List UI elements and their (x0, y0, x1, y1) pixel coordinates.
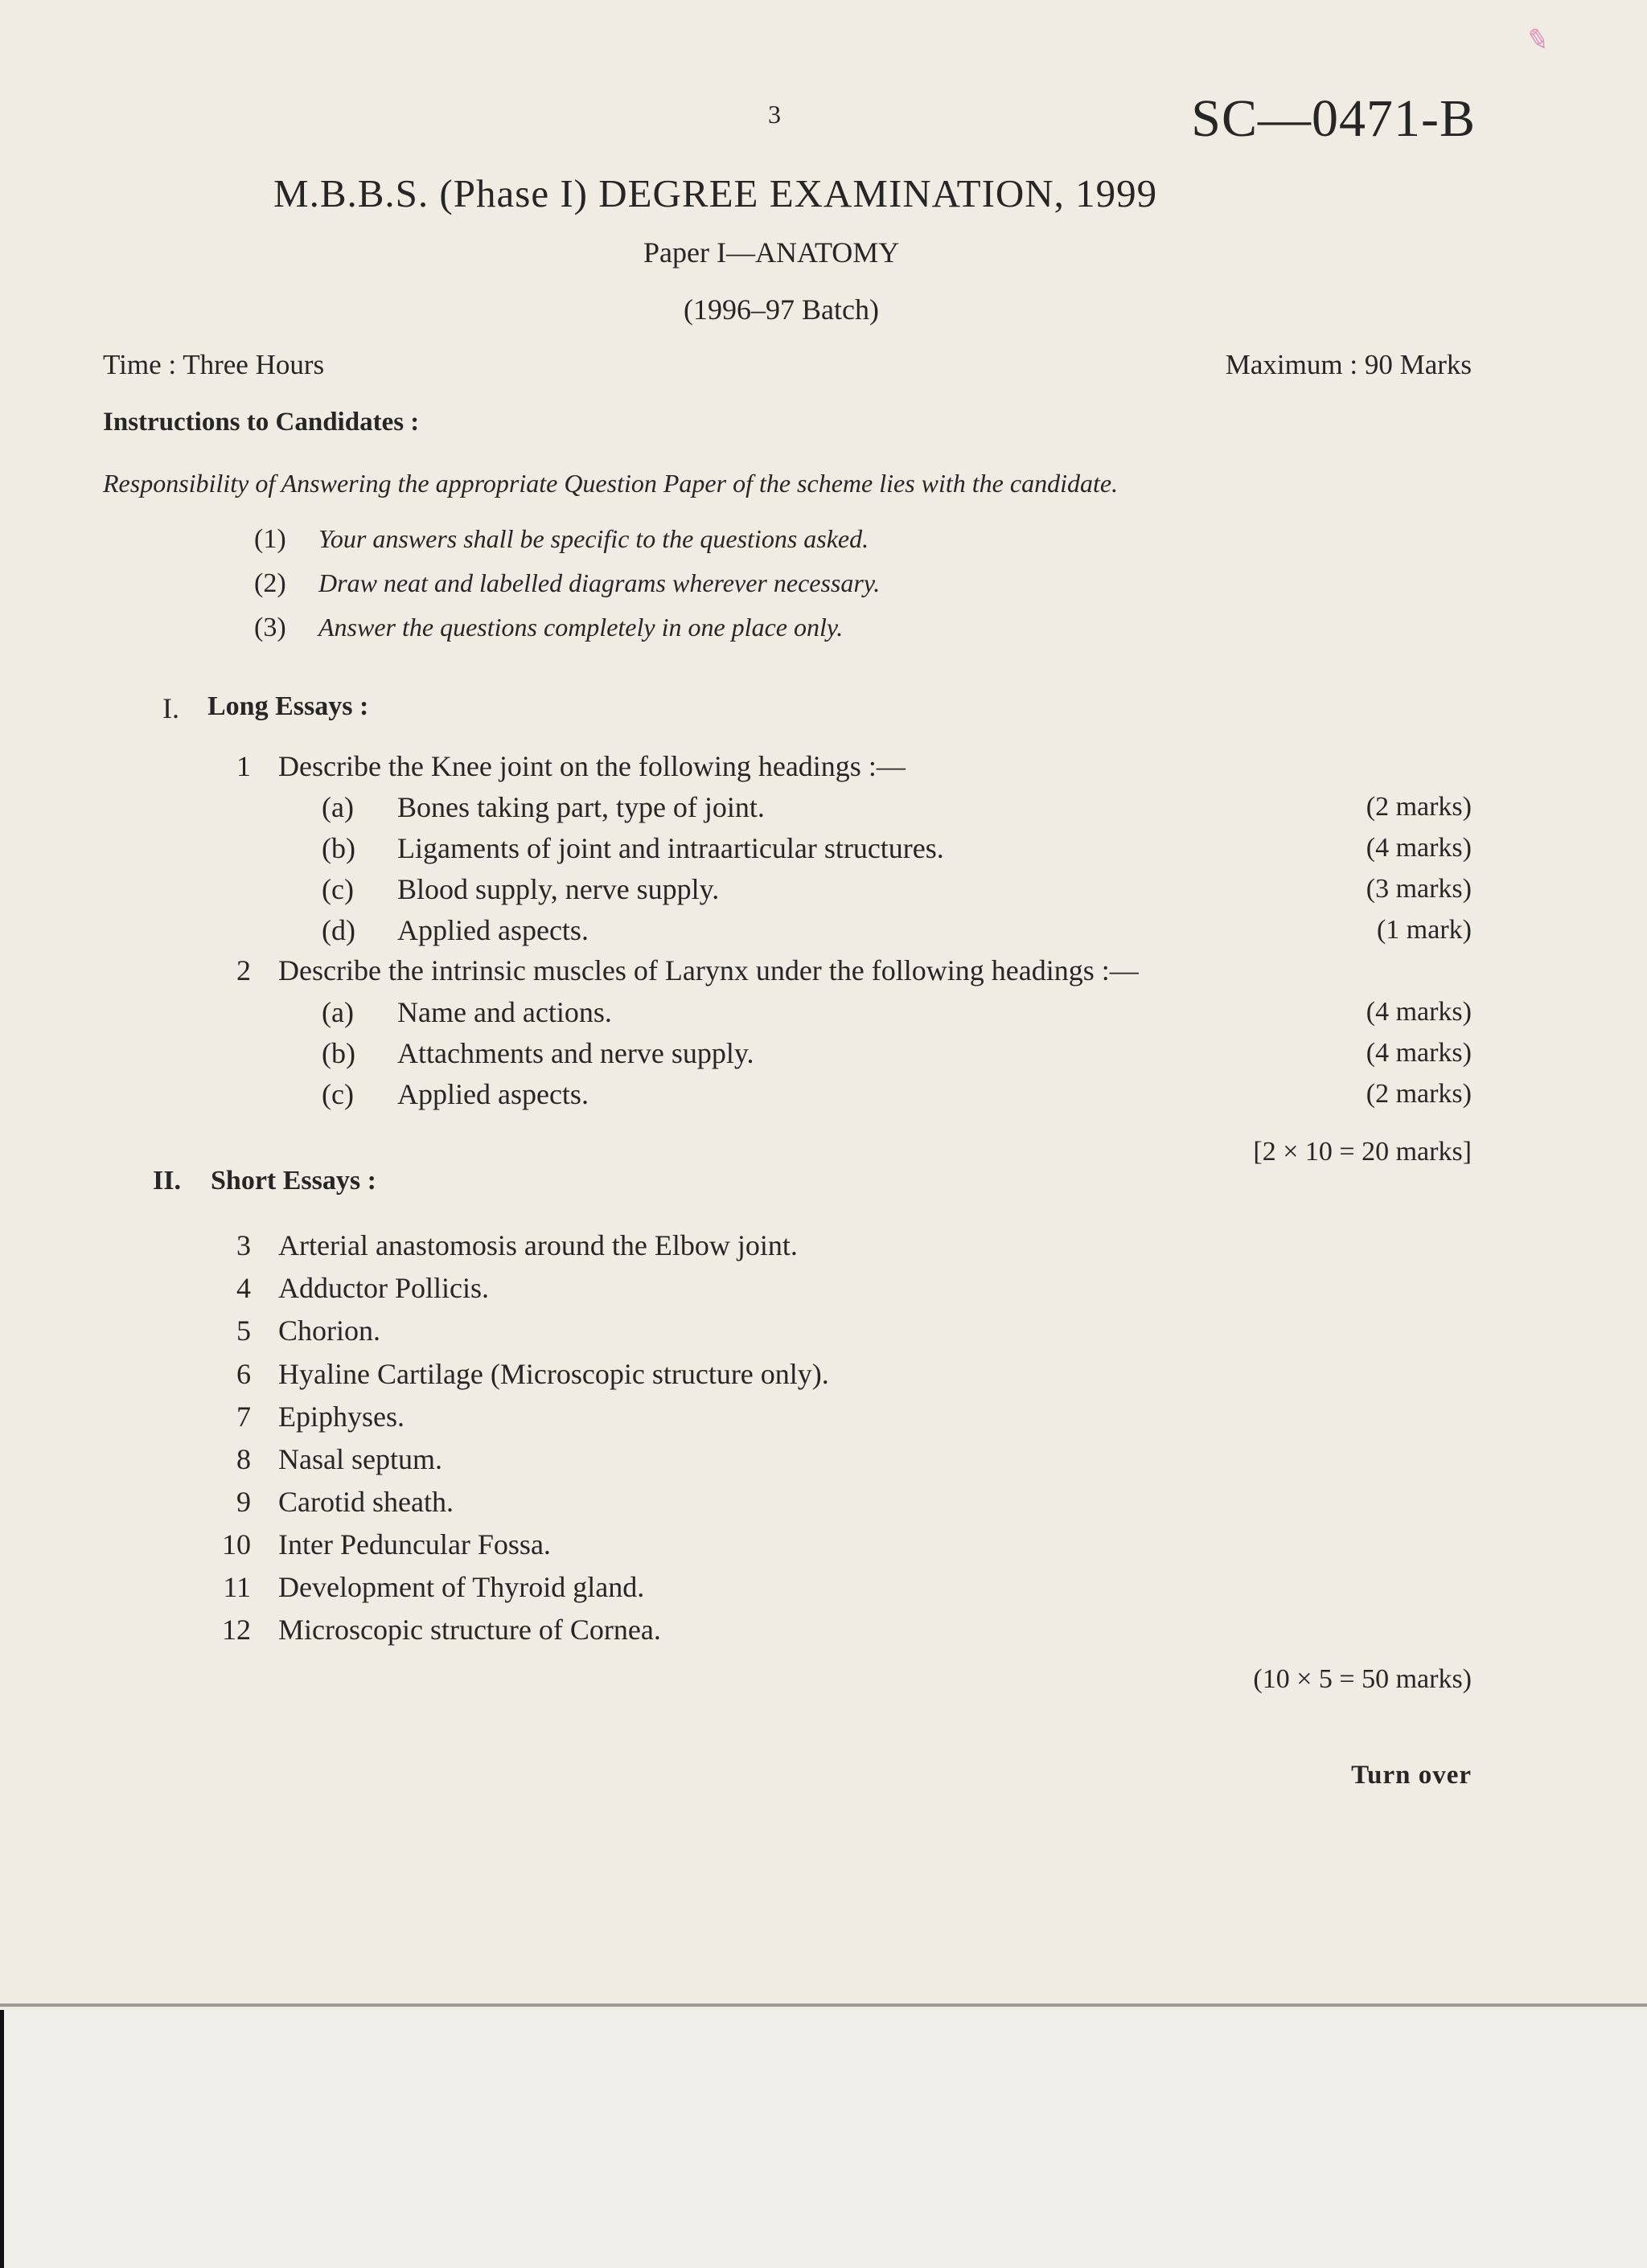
instruction-text: Your answers shall be specific to the questions asked. (318, 524, 869, 553)
part-label: (c) (322, 1078, 354, 1110)
short-essays-heading: Short Essays : (211, 1166, 376, 1196)
long-essays-heading: Long Essays : (207, 691, 369, 721)
question-number: 12 (222, 1614, 251, 1646)
question-number: 6 (236, 1358, 251, 1390)
question-text: Epiphyses. (278, 1401, 405, 1433)
question-number: 5 (236, 1314, 251, 1347)
responsibility-note: Responsibility of Answering the appropriate Question Paper of the scheme lies with the candidate. (103, 469, 1119, 498)
section-roman: I. (162, 692, 179, 724)
part-marks: (1 mark) (1376, 915, 1472, 945)
pink-corner-mark-icon: ✎ (1523, 23, 1552, 58)
question-text: Inter Peduncular Fossa. (278, 1528, 551, 1561)
part-marks: (2 marks) (1366, 792, 1472, 822)
paper-edge-divider (0, 2003, 1647, 2007)
scan-shadow (0, 2010, 4, 2268)
question-number: 3 (236, 1229, 251, 1261)
time-label: Time : Three Hours (103, 349, 325, 380)
part-marks: (4 marks) (1366, 833, 1472, 863)
paper-subject: Paper I—ANATOMY (643, 236, 900, 269)
question-text: Development of Thyroid gland. (278, 1571, 645, 1603)
question-text: Nasal septum. (278, 1443, 442, 1475)
question-number: 1 (236, 750, 251, 782)
question-text: Carotid sheath. (278, 1486, 454, 1518)
maximum-marks: Maximum : 90 Marks (1225, 349, 1472, 380)
question-text: Hyaline Cartilage (Microscopic structure only). (278, 1358, 829, 1390)
part-label: (c) (322, 873, 354, 905)
part-marks: (4 marks) (1366, 997, 1472, 1027)
part-marks: (3 marks) (1366, 874, 1472, 904)
section-roman: II. (153, 1166, 181, 1196)
part-text: Bones taking part, type of joint. (397, 791, 765, 823)
question-text: Arterial anastomosis around the Elbow joint. (278, 1229, 798, 1261)
question-number: 7 (236, 1401, 251, 1433)
part-label: (b) (322, 1037, 355, 1069)
question-text: Describe the intrinsic muscles of Larynx under the following headings :— (278, 954, 1139, 986)
question-text: Describe the Knee joint on the following headings :— (278, 750, 906, 782)
page-number: 3 (768, 100, 781, 129)
paper-code: SC—0471-B (1191, 89, 1476, 148)
question-text: Adductor Pollicis. (278, 1272, 489, 1304)
part-text: Attachments and nerve supply. (397, 1037, 754, 1069)
section-total-marks: (10 × 5 = 50 marks) (1253, 1664, 1472, 1694)
part-label: (d) (322, 914, 355, 946)
batch-label: (1996–97 Batch) (684, 293, 879, 326)
instruction-text: Draw neat and labelled diagrams wherever necessary. (318, 568, 881, 597)
part-marks: (4 marks) (1366, 1038, 1472, 1068)
part-marks: (2 marks) (1366, 1079, 1472, 1109)
instruction-text: Answer the questions completely in one place only. (318, 613, 844, 642)
exam-title: M.B.B.S. (Phase I) DEGREE EXAMINATION, 1999 (273, 171, 1158, 215)
question-text: Chorion. (278, 1314, 381, 1347)
part-text: Applied aspects. (397, 914, 589, 946)
part-text: Blood supply, nerve supply. (397, 873, 720, 905)
instruction-number: (1) (254, 524, 286, 554)
part-label: (a) (322, 791, 354, 823)
question-number: 9 (236, 1486, 251, 1518)
turn-over-note: Turn over (1351, 1761, 1472, 1790)
part-text: Name and actions. (397, 996, 612, 1028)
part-text: Ligaments of joint and intraarticular structures. (397, 832, 944, 864)
instructions-heading: Instructions to Candidates : (103, 408, 420, 437)
question-number: 11 (223, 1571, 251, 1603)
instruction-number: (3) (254, 613, 286, 642)
question-number: 8 (236, 1443, 251, 1475)
part-label: (b) (322, 832, 355, 864)
question-number: 2 (236, 954, 251, 986)
part-text: Applied aspects. (397, 1078, 589, 1110)
question-text: Microscopic structure of Cornea. (278, 1614, 661, 1646)
question-number: 10 (222, 1528, 251, 1561)
part-label: (a) (322, 996, 354, 1028)
question-number: 4 (236, 1272, 251, 1304)
instruction-number: (2) (254, 568, 286, 598)
section-total-marks: [2 × 10 = 20 marks] (1253, 1137, 1472, 1167)
